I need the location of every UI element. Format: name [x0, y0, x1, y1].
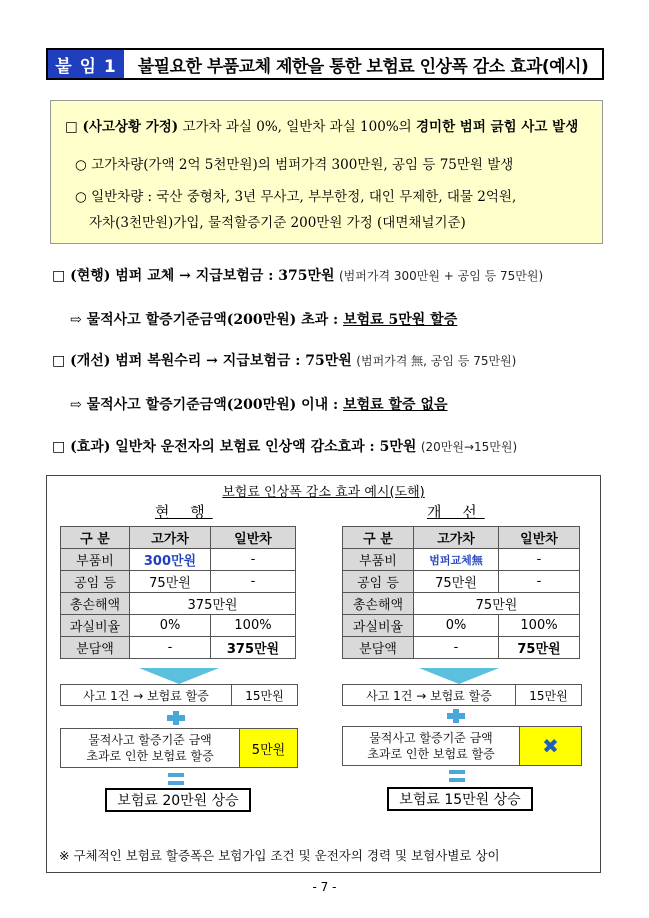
current-note: (범퍼가격 300만원 + 공임 등 75만원): [338, 269, 544, 283]
table-cell: 총손해액: [343, 593, 414, 615]
table-cell: 범퍼교체無: [414, 549, 499, 571]
table-row: [61, 615, 296, 637]
table-cell: 과실비율: [61, 615, 130, 637]
table-cell: 과실비율: [343, 615, 414, 637]
effect-line: [52, 436, 517, 456]
left-excess-box: [60, 728, 298, 768]
table-row: [343, 527, 580, 549]
excess-label-1: 물적사고 할증기준 금액: [369, 731, 493, 745]
excess-value: 5만원: [239, 729, 297, 767]
attachment-tag: 붙 임 1: [48, 50, 124, 78]
table-row: [343, 571, 580, 593]
table-cell: 75만원: [499, 637, 580, 659]
table-cell: 분담액: [343, 637, 414, 659]
x-mark-icon: ✖: [519, 727, 581, 765]
table-cell: 공임 등: [343, 571, 414, 593]
effect-note: (20만원→15만원): [420, 440, 518, 454]
table-cell: 75만원: [414, 593, 580, 615]
table-cell: 부품비: [343, 549, 414, 571]
table-row: [61, 571, 296, 593]
table-cell: 75만원: [130, 571, 211, 593]
right-excess-box: [342, 726, 582, 766]
table-row: [343, 593, 580, 615]
page-number: - 7 -: [312, 880, 337, 894]
table-cell: 100%: [211, 615, 296, 637]
left-table: [60, 526, 296, 659]
left-accident-box: [60, 684, 298, 706]
table-cell: 375만원: [211, 637, 296, 659]
accident-label: 사고 1건 → 보험료 할증: [366, 688, 492, 703]
table-cell: 0%: [414, 615, 499, 637]
diagram-title: 보험료 인상폭 감소 효과 예시(도해): [222, 485, 425, 500]
table-row: [343, 615, 580, 637]
equals-icon: [168, 773, 184, 785]
left-result-box: 보험료 20만원 상승: [105, 788, 251, 812]
current-text: □ (현행) 범퍼 교체 → 지급보험금 : 375만원: [52, 268, 335, 284]
current-result-underline: 보험료 5만원 할증: [343, 312, 458, 328]
diagram-note: ※ 구체적인 보험료 할증폭은 보험가입 조건 및 운전자의 경력 및 보험사별로 상이: [59, 848, 500, 863]
excess-label: [343, 730, 519, 762]
right-result-box: 보험료 15만원 상승: [387, 787, 533, 811]
plus-icon: [167, 711, 185, 725]
right-table: [342, 526, 580, 659]
table-cell: 0%: [130, 615, 211, 637]
table-cell: 공임 등: [61, 571, 130, 593]
table-header: 고가차: [130, 527, 211, 549]
improved-result-underline: 보험료 할증 없음: [343, 397, 448, 413]
arrow-down-icon: [139, 668, 219, 684]
assumption-item-1: ○ 고가차량(가액 2억 5천만원)의 범퍼가격 300만원, 공임 등 75만원 발생: [75, 157, 514, 173]
table-header: 일반차: [211, 527, 296, 549]
assumption-heading: [65, 115, 578, 135]
table-cell: 75만원: [414, 571, 499, 593]
table-cell: 총손해액: [61, 593, 130, 615]
table-cell: -: [499, 549, 580, 571]
table-cell: -: [211, 549, 296, 571]
table-row: [61, 593, 296, 615]
accident-label: 사고 1건 → 보험료 할증: [83, 688, 209, 703]
equals-icon: [449, 770, 465, 782]
assumption-box: [50, 100, 603, 244]
table-cell: -: [211, 571, 296, 593]
assumption-mid: 고가차 과실 0%, 일반차 과실 100%의: [178, 119, 416, 135]
table-cell: 100%: [499, 615, 580, 637]
excess-label-1: 물적사고 할증기준 금액: [88, 733, 212, 747]
table-cell: -: [414, 637, 499, 659]
current-result: [70, 309, 457, 329]
table-cell: -: [499, 571, 580, 593]
table-row: [343, 637, 580, 659]
effect-text: □ (효과) 일반차 운전자의 보험료 인상액 감소효과 : 5만원: [52, 439, 417, 455]
improved-line: [52, 350, 516, 370]
accident-value: 15만원: [515, 685, 581, 705]
table-cell: -: [130, 637, 211, 659]
improved-text: □ (개선) 범퍼 복원수리 → 지급보험금 : 75만원: [52, 353, 352, 369]
table-header: 구 분: [343, 527, 414, 549]
table-header: 고가차: [414, 527, 499, 549]
accident-value: 15만원: [231, 685, 297, 705]
table-cell: 분담액: [61, 637, 130, 659]
excess-label-2: 초과로 인한 보험료 할증: [86, 749, 214, 763]
assumption-item-2a: ○ 일반차량 : 국산 중형차, 3년 무사고, 부부한정, 대인 무제한, 대물 2억원,: [75, 189, 517, 205]
improved-note: (범퍼가격 無, 공임 등 75만원): [356, 354, 517, 368]
title-bar: [46, 48, 604, 80]
assumption-item-2b: 자차(3천만원)가입, 물적할증기준 200만원 가정 (대면채널기준): [89, 215, 466, 231]
arrow-down-icon: [419, 668, 499, 684]
current-line: [52, 265, 543, 285]
assumption-bold: 경미한 범퍼 긁힘 사고 발생: [415, 119, 579, 135]
right-heading: 개 선: [427, 503, 485, 521]
left-heading: 현 행: [155, 503, 213, 521]
table-cell: 375만원: [130, 593, 296, 615]
improved-result: [70, 394, 448, 414]
table-row: [343, 549, 580, 571]
table-header: 구 분: [61, 527, 130, 549]
page-title: 불필요한 부품교체 제한을 통한 보험료 인상폭 감소 효과(예시): [137, 56, 589, 77]
table-row: [61, 527, 296, 549]
table-row: [61, 549, 296, 571]
table-header: 일반차: [499, 527, 580, 549]
excess-label: [61, 732, 239, 764]
right-accident-box: [342, 684, 582, 706]
diagram-box: [46, 475, 601, 873]
current-result-text: ⇨ 물적사고 할증기준금액(200만원) 초과 :: [70, 312, 344, 328]
table-cell: 300만원: [130, 549, 211, 571]
excess-label-2: 초과로 인한 보험료 할증: [367, 747, 495, 761]
table-cell: 부품비: [61, 549, 130, 571]
improved-result-text: ⇨ 물적사고 할증기준금액(200만원) 이내 :: [70, 397, 344, 413]
assumption-label: □ (사고상황 가정): [65, 119, 179, 135]
table-row: [61, 637, 296, 659]
plus-icon: [447, 709, 465, 723]
